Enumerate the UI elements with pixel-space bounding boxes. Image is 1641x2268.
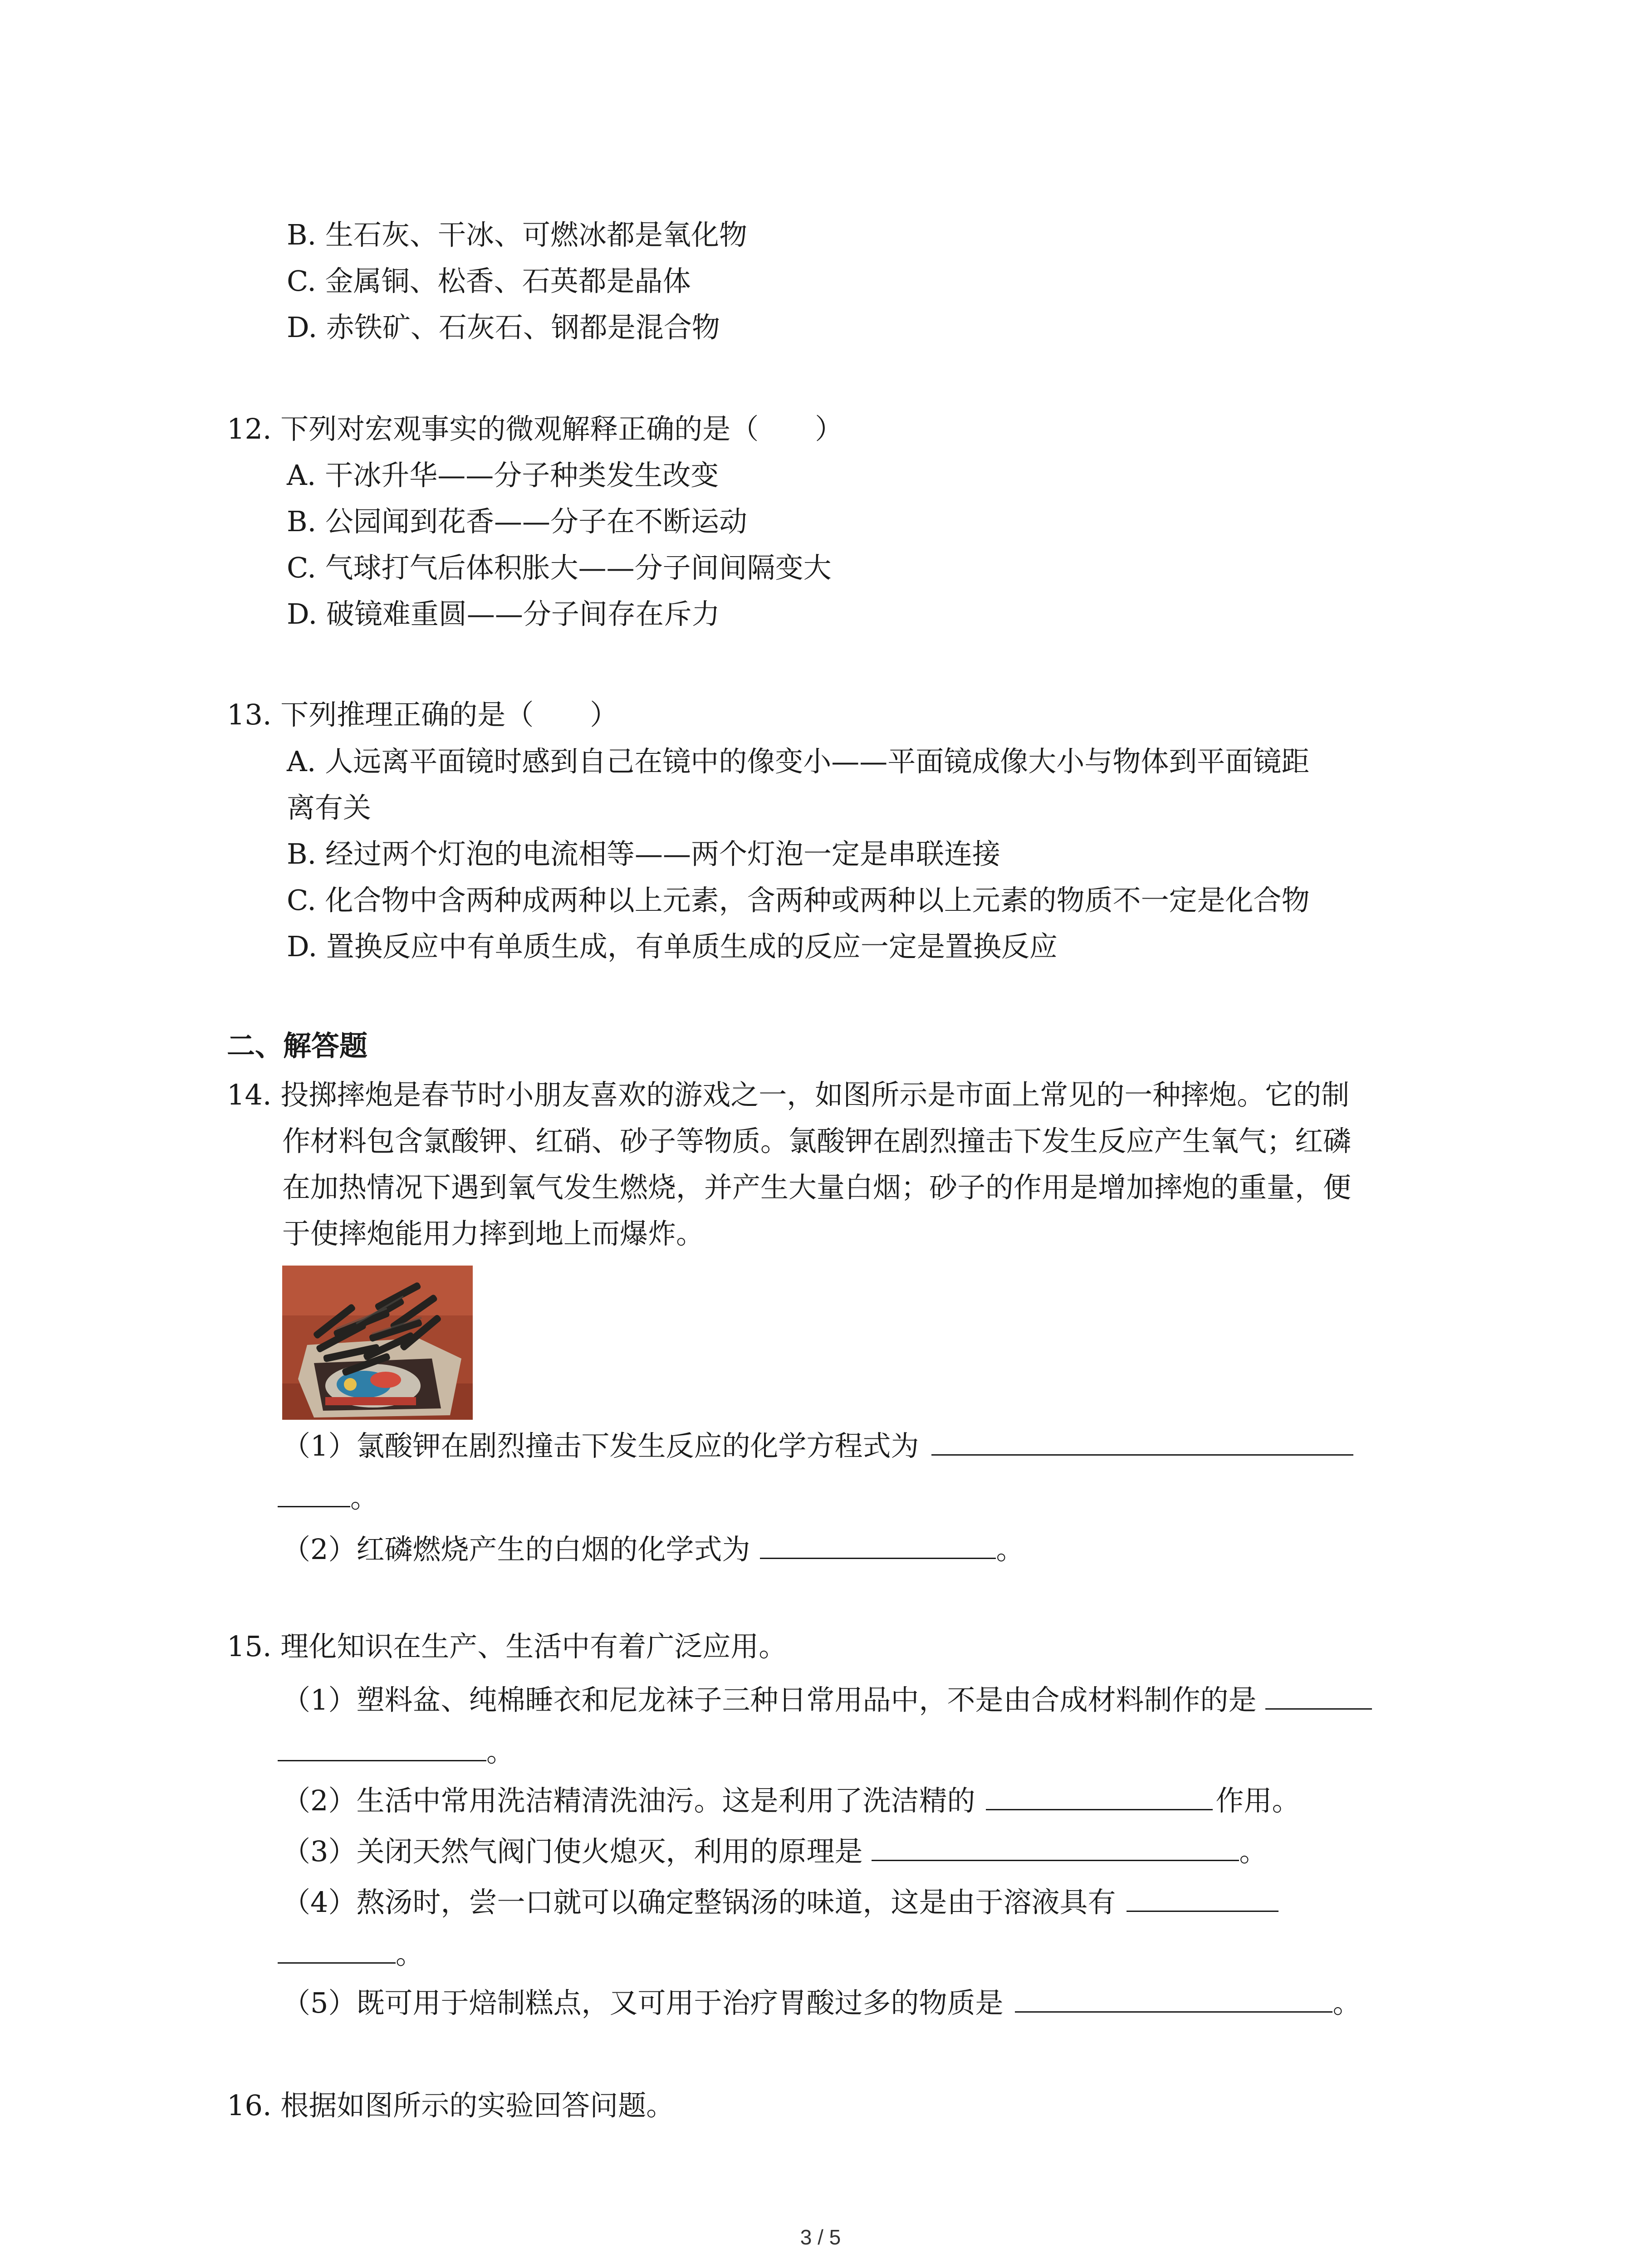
q15-sub2-text: （2）生活中常用洗洁精清洗油污。这是利用了洗洁精的 [282, 1784, 975, 1817]
q15-sub3 [282, 1830, 1267, 1871]
q15-stem: 15. 理化知识在生产、生活中有着广泛应用。 [227, 1630, 787, 1663]
q11-option-d: D. 赤铁矿、石灰石、钢都是混合物 [287, 311, 720, 344]
q15-sub4-answer-blank[interactable] [1127, 1881, 1279, 1912]
q15-sub4-end: 。 [396, 1937, 424, 1970]
q15-sub3-text: （3）关闭天然气阀门使火熄灭，利用的原理是 [282, 1835, 863, 1868]
q15-sub1-end: 。 [486, 1735, 515, 1768]
q14-stem-line: 于使摔炮能用力摔到地上而爆炸。 [282, 1217, 705, 1250]
q13-option-d: D. 置换反应中有单质生成，有单质生成的反应一定是置换反应 [287, 930, 1058, 963]
firecracker-photo [282, 1266, 473, 1420]
q15-sub2-answer-blank[interactable] [986, 1779, 1213, 1810]
q14-stem-line: 作材料包含氯酸钾、红硝、砂子等物质。氯酸钾在剧烈撞击下发生反应产生氧气；红磷 [282, 1124, 1352, 1158]
q14-sub2-answer-blank[interactable] [760, 1528, 996, 1559]
page-number: 3 / 5 [800, 2225, 841, 2249]
q14-sub1 [282, 1424, 1353, 1465]
q15-sub1 [282, 1678, 1372, 1719]
q15-sub4 [282, 1881, 1279, 1921]
q12-stem: 12. 下列对宏观事实的微观解释正确的是（ ） [227, 412, 843, 445]
q11-option-b: B. 生石灰、干冰、可燃冰都是氧化物 [287, 218, 747, 251]
q15-sub3-answer-blank[interactable] [872, 1830, 1239, 1861]
q14-sub2-text: （2）红磷燃烧产生的白烟的化学式为 [282, 1533, 750, 1566]
q13-option-c: C. 化合物中含两种成两种以上元素，含两种或两种以上元素的物质不一定是化合物 [287, 884, 1310, 917]
q13-option-b: B. 经过两个灯泡的电流相等——两个灯泡一定是串联连接 [287, 837, 1000, 870]
q11-option-c: C. 金属铜、松香、石英都是晶体 [287, 264, 691, 298]
q15-sub1-answer-blank-continued[interactable] [278, 1730, 486, 1761]
q12-option-a: A. 干冰升华——分子种类发生改变 [287, 459, 719, 492]
q15-sub5-answer-blank[interactable] [1015, 1981, 1332, 2013]
q15-sub4-answer-blank-continued[interactable] [278, 1932, 396, 1964]
q15-sub2-end: 作用。 [1215, 1784, 1300, 1817]
q13-option-a-continued: 离有关 [287, 791, 372, 824]
q15-sub1-continued [278, 1730, 514, 1771]
q15-sub4-text: （4）熬汤时，尝一口就可以确定整锅汤的味道，这是由于溶液具有 [282, 1886, 1116, 1919]
q14-sub2-end: 。 [996, 1533, 1024, 1566]
q12-option-d: D. 破镜难重圆——分子间存在斥力 [287, 597, 720, 631]
q15-sub1-text: （1）塑料盆、纯棉睡衣和尼龙袜子三种日常用品中，不是由合成材料制作的是 [282, 1683, 1257, 1716]
q13-stem: 13. 下列推理正确的是（ ） [227, 698, 618, 731]
section-heading: 二、解答题 [227, 1029, 368, 1062]
q15-sub4-continued [278, 1932, 424, 1973]
q14-sub1-continued [278, 1476, 378, 1517]
q13-option-a: A. 人远离平面镜时感到自己在镜中的像变小——平面镜成像大小与物体到平面镜距 [287, 745, 1310, 778]
q15-sub5-text: （5）既可用于焙制糕点，又可用于治疗胃酸过多的物质是 [282, 1986, 1004, 2019]
q12-option-b: B. 公园闻到花香——分子在不断运动 [287, 505, 747, 538]
q14-sub1-end: 。 [350, 1481, 379, 1514]
q14-sub1-answer-blank[interactable] [931, 1424, 1353, 1456]
q15-sub5-end: 。 [1332, 1986, 1361, 2019]
q14-sub2 [282, 1528, 1024, 1569]
q15-sub5 [282, 1981, 1361, 2022]
q15-sub1-answer-blank[interactable] [1265, 1678, 1372, 1710]
q15-sub3-end: 。 [1239, 1835, 1268, 1868]
q14-stem-line: 14. 投掷摔炮是春节时小朋友喜欢的游戏之一，如图所示是市面上常见的一种摔炮。它的制 [227, 1078, 1350, 1111]
q14-sub1-text: （1）氯酸钾在剧烈撞击下发生反应的化学方程式为 [282, 1429, 919, 1462]
q12-option-c: C. 气球打气后体积胀大——分子间间隔变大 [287, 551, 832, 584]
q15-sub2 [282, 1779, 1300, 1820]
q14-sub1-answer-blank-continued[interactable] [278, 1476, 350, 1507]
q14-stem-line: 在加热情况下遇到氧气发生燃烧，并产生大量白烟；砂子的作用是增加摔炮的重量，便 [282, 1171, 1352, 1204]
q16-stem: 16. 根据如图所示的实验回答问题。 [227, 2089, 675, 2122]
